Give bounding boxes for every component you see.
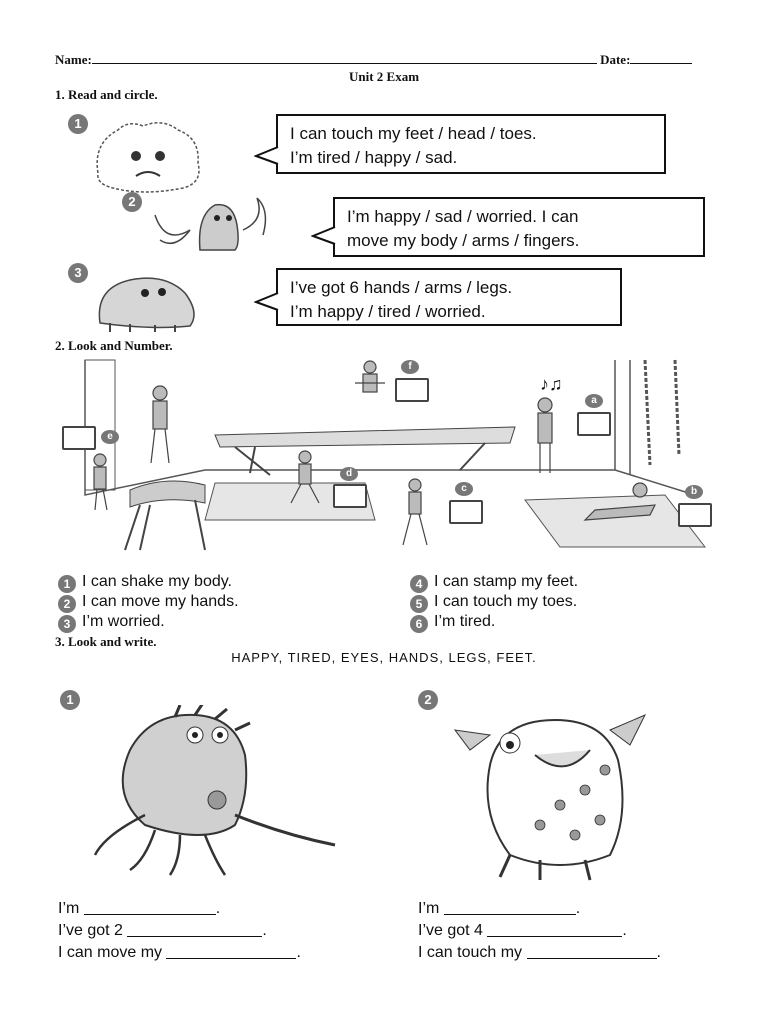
statement-item <box>410 593 577 613</box>
fill-prompt: I’m <box>58 900 80 917</box>
fill-line <box>418 944 661 962</box>
fill-period: . <box>215 900 221 917</box>
fill-prompt: I can move my <box>58 944 163 961</box>
fill-line <box>58 900 220 918</box>
blank-answer[interactable] <box>166 958 296 959</box>
monster-2-illustration <box>145 190 275 255</box>
fill-line <box>418 900 580 918</box>
scene-tag-f: f <box>401 360 419 374</box>
fill-period: . <box>262 922 267 939</box>
speech-bubble-2 <box>333 197 705 257</box>
speech-bubble-3 <box>276 268 622 326</box>
fill-line <box>58 922 267 940</box>
statement-text: I’m tired. <box>434 613 496 630</box>
scene-tag-a: a <box>585 394 603 408</box>
bubble-line: I’ve got 6 hands / arms / legs. <box>290 278 513 297</box>
statement-text: I can touch my toes. <box>434 593 578 610</box>
name-field[interactable] <box>92 63 597 64</box>
fill-period: . <box>656 944 661 961</box>
statement-item <box>58 593 239 613</box>
fill-prompt: I’ve got 4 <box>418 922 483 939</box>
statement-number: 1 <box>58 575 76 593</box>
item-number-badge: 2 <box>122 192 142 212</box>
section1-heading: 1. Read and circle. <box>55 87 158 102</box>
statement-text: I can move my hands. <box>82 593 239 610</box>
monster-3-illustration <box>90 268 205 333</box>
date-field[interactable] <box>630 63 692 64</box>
date-label: Date: <box>600 52 631 67</box>
bubble-tail <box>254 292 280 312</box>
header-row <box>55 52 715 68</box>
bubble-line: I’m tired / happy / sad. <box>290 148 458 167</box>
statement-number: 5 <box>410 595 428 613</box>
monster-number-badge: 2 <box>418 690 438 710</box>
blank-answer[interactable] <box>84 914 216 915</box>
word-bank: HAPPY, TIRED, EYES, HANDS, LEGS, FEET. <box>231 650 537 665</box>
gym-scene-illustration <box>55 355 715 570</box>
section3-heading: 3. Look and write. <box>55 634 157 649</box>
monster-spotted-illustration <box>440 705 660 885</box>
scene-tag-c: c <box>455 482 473 496</box>
blank-answer[interactable] <box>487 936 622 937</box>
bubble-line: move my body / arms / fingers. <box>347 231 580 250</box>
scene-tag-e: e <box>101 430 119 444</box>
statement-item <box>58 573 232 593</box>
blank-answer[interactable] <box>444 914 576 915</box>
bubble-line: I’m happy / tired / worried. <box>290 302 486 321</box>
fill-line <box>418 922 627 940</box>
statement-number: 2 <box>58 595 76 613</box>
answer-box-b[interactable] <box>678 503 712 527</box>
blank-answer[interactable] <box>127 936 262 937</box>
item-number-badge: 3 <box>68 263 88 283</box>
bubble-tail <box>254 146 280 166</box>
answer-box-a[interactable] <box>577 412 611 436</box>
fill-prompt: I’ve got 2 <box>58 922 123 939</box>
music-notes-icon: ♪♫ <box>540 374 563 394</box>
speech-bubble-1 <box>276 114 666 174</box>
item-number-badge: 1 <box>68 114 88 134</box>
monster-tentacle-illustration <box>85 705 355 880</box>
fill-period: . <box>622 922 627 939</box>
scene-tag-d: d <box>340 467 358 481</box>
fill-line <box>58 944 301 962</box>
statement-item <box>410 573 578 593</box>
page-title: Unit 2 Exam <box>348 69 420 84</box>
name-label: Name: <box>55 52 92 67</box>
bubble-line: I’m happy / sad / worried. I can <box>347 207 579 226</box>
statement-number: 4 <box>410 575 428 593</box>
statement-text: I can stamp my feet. <box>434 573 579 590</box>
bubble-line: I can touch my feet / head / toes. <box>290 124 537 143</box>
answer-box-c[interactable] <box>449 500 483 524</box>
monster-1-illustration <box>88 118 208 193</box>
statement-item <box>410 613 495 633</box>
statement-item <box>58 613 165 633</box>
statement-number: 6 <box>410 615 428 633</box>
statement-text: I can shake my body. <box>82 573 232 590</box>
fill-prompt: I can touch my <box>418 944 523 961</box>
fill-period: . <box>575 900 581 917</box>
answer-box-d[interactable] <box>333 484 367 508</box>
statement-number: 3 <box>58 615 76 633</box>
answer-box-e[interactable] <box>62 426 96 450</box>
fill-period: . <box>296 944 301 961</box>
scene-tag-b: b <box>685 485 703 499</box>
section2-heading: 2. Look and Number. <box>55 338 173 353</box>
answer-box-f[interactable] <box>395 378 429 402</box>
monster-number-badge: 1 <box>60 690 80 710</box>
blank-answer[interactable] <box>527 958 657 959</box>
bubble-tail <box>311 226 337 246</box>
statement-text: I’m worried. <box>82 613 165 630</box>
fill-prompt: I’m <box>418 900 440 917</box>
